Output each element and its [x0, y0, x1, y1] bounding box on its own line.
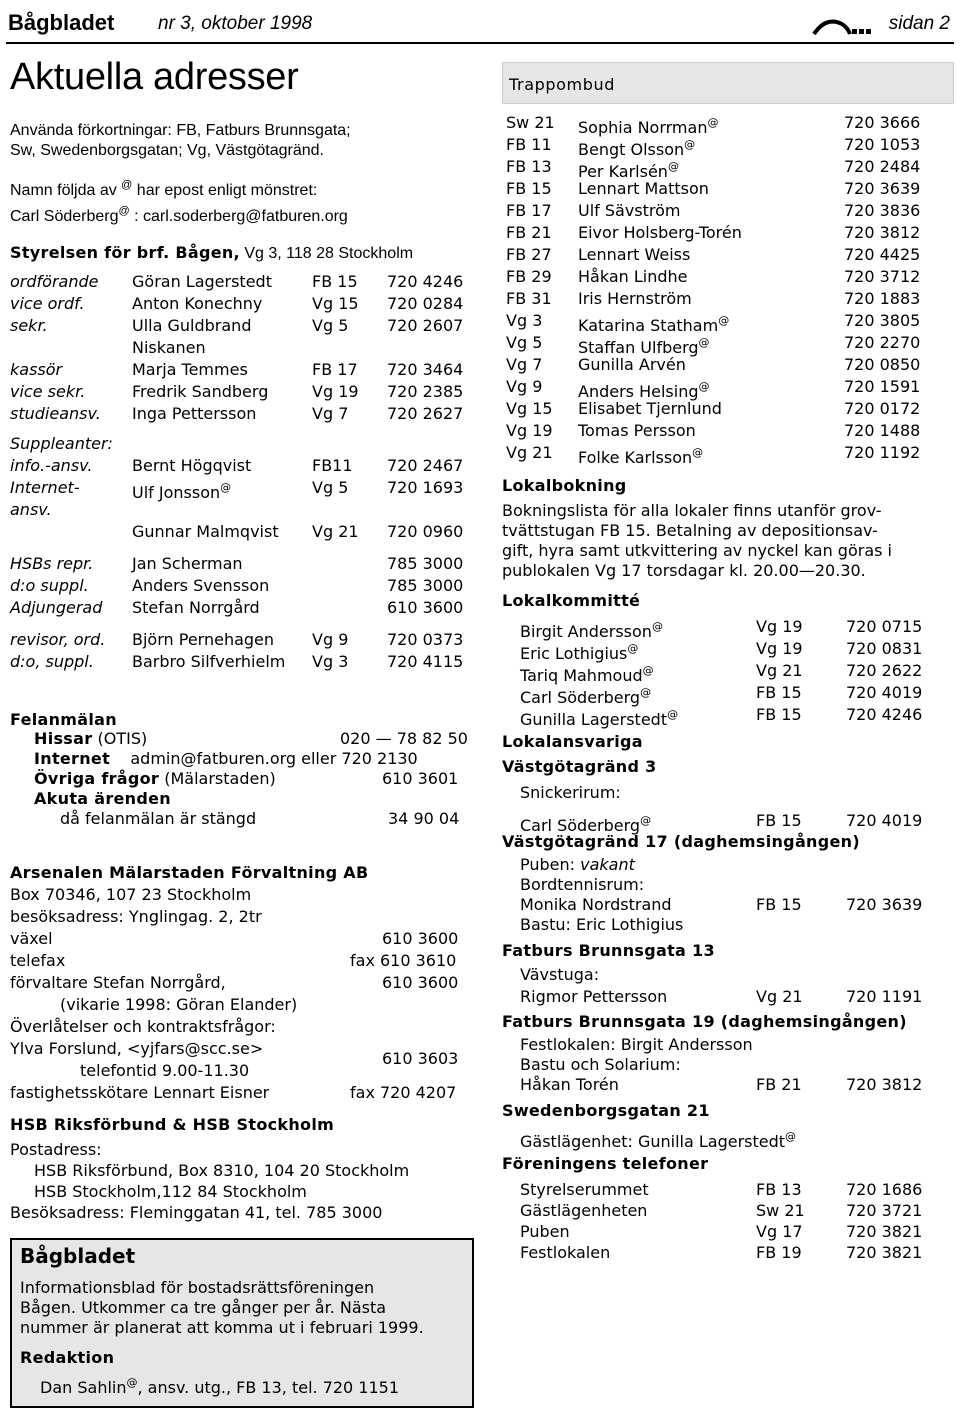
- board-name: Björn Pernehagen: [132, 630, 275, 649]
- trappombud-phone: 720 3639: [844, 179, 921, 198]
- board-phone: 720 4246: [387, 272, 464, 291]
- board-heading: Styrelsen för brf. Bågen, Vg 3, 118 28 Stockholm: [10, 243, 414, 262]
- at-sign: @: [718, 314, 730, 327]
- trappombud-phone: 720 1053: [844, 135, 921, 154]
- at-sign: @: [698, 336, 710, 349]
- at-sign: @: [667, 708, 679, 721]
- board-role: HSBs repr.: [10, 554, 94, 573]
- trappombud-addr: Vg 9: [506, 377, 543, 396]
- board-addr: Vg 7: [312, 404, 349, 423]
- lokalbokning-heading: Lokalbokning: [502, 476, 627, 495]
- board-name: Fredrik Sandberg: [132, 382, 269, 401]
- board-row-cont: [10, 337, 470, 359]
- fatburen-logo-icon: [812, 14, 872, 38]
- trappombud-row: [502, 156, 952, 181]
- lokalkommitte-name: Gunilla Lagerstedt@: [520, 708, 679, 729]
- board-row: [10, 553, 470, 575]
- trappombud-row: [502, 200, 952, 222]
- trappombud-addr: FB 11: [506, 135, 552, 154]
- trappombud-row: [502, 398, 952, 420]
- trappombud-addr: FB 31: [506, 289, 552, 308]
- board-role: info.-ansv.: [10, 456, 93, 475]
- lokalkommitte-name: Carl Söderberg@: [520, 686, 652, 707]
- board-row: [10, 455, 470, 477]
- lokalansvariga-heading: Lokalansvariga: [502, 732, 643, 751]
- lokalkommitte-row: [502, 638, 952, 663]
- vg17-heading: Västgötagränd 17 (daghemsingången): [502, 832, 860, 851]
- trappombud-name: Per Karlsén@: [578, 160, 679, 181]
- board-phone: 785 3000: [387, 554, 464, 573]
- lokalkommitte-phone: 720 2622: [846, 661, 923, 680]
- right-column: Sw 21 Sophia Norrman@ 720 3666 FB 11 Bengt Olsson@ 720 1053 FB 13 Per Karlsén@ 720 2484 FB 15 Lennart Mattson 720 3639 FB 17 Ulf Sävström 720 3836 FB 21 Eivor Holsberg-Torén 720 3812 FB 27 Lennart Weiss 720 4425 FB 29 Håkan Lindhe 720 3712 FB 31 Iris Hernström 720 1883 Vg 3 Katarina Statham@ 720 3805 Vg 5 Staffan Ulfberg@ 720 2270 Vg 7 Gunilla Arvén 720 0850 Vg 9 Anders Helsing@ 720 1591 Vg 15 Elisabet Tjernlund 720 0172 Vg 19 Tomas Persson 720 1488 Vg 21 Folke Karlsson@ 720 1192 Lokalbokning Bokningslista för alla lokaler finns utanför grov- tvättstugan FB 15. Betalning av depositionsav- gift, hyra samt utkvittering av nyckel kan göras i publokalen Vg 17 torsdagar kl. 20.00—20.30. Lokalkommitté Birgit Andersson@ Vg 19 720 0715 Eric Lothigius@ Vg 19 720 0831 Tariq Mahmoud@ Vg 21 720 2622 Carl Söderberg@ FB 15 720 4019 Gunilla Lagerstedt@ FB 15 720 4246 Lokalansvariga Västgötagränd 3 Snickerirum: Carl Söderberg@ FB 15 720 4019 Västgötagränd 17 (daghemsingången) Puben: vakant Bordtennisrum: Monika Nordstrand FB 15 720 3639 Bastu: Eric Lothigius Fatburs Brunnsgata 13 Vävstuga: Rigmor Pettersson Vg 21 720 1191 Fatburs Brunnsgata 19 (daghemsingången) Festlokalen: Birgit Andersson Bastu och Solarium: Håkan Torén FB 21 720 3812 Swedenborgsgatan 21 Gästlägenhet: Gunilla Lagerstedt@ Föreningens telefoner Styrelserummet FB 13 720 1686 Gästlägenheten Sw 21 720 3721 Puben Vg 17 720 3821 Festlokalen FB 19 720 3821: [502, 112, 952, 1263]
- trappombud-row: [502, 266, 952, 288]
- trappombud-name: Elisabet Tjernlund: [578, 399, 722, 418]
- at-sign: @: [651, 620, 663, 633]
- board-name: Ulf Jonsson@: [132, 481, 232, 502]
- board-row: [10, 359, 470, 381]
- trappombud-row: [502, 288, 952, 310]
- board-role: ansv.: [10, 500, 52, 519]
- board-role: kassör: [10, 360, 63, 379]
- telefon-row: [502, 1242, 952, 1263]
- board-role: revisor, ord.: [10, 630, 106, 649]
- email-example: Carl Söderberg@ : carl.soderberg@fatburen.org: [10, 205, 348, 225]
- trappombud-row: [502, 310, 952, 335]
- trappombud-row: [502, 244, 952, 266]
- board-name: Göran Lagerstedt: [132, 272, 272, 291]
- trappombud-row: [502, 222, 952, 244]
- trappombud-name: Sophia Norrman@: [578, 116, 719, 137]
- lokalkommitte-phone: 720 0715: [846, 617, 923, 636]
- board-row: [10, 651, 470, 673]
- trappombud-phone: 720 3666: [844, 113, 921, 132]
- lokalkommitte-name: Birgit Andersson@: [520, 620, 663, 641]
- board-role: studieansv.: [10, 404, 101, 423]
- board-role: vice sekr.: [10, 382, 86, 401]
- board-name: Anders Svensson: [132, 576, 270, 595]
- telefoner-heading: Föreningens telefoner: [502, 1154, 709, 1173]
- trappombud-name: Ulf Sävström: [578, 201, 681, 220]
- trappombud-name: Tomas Persson: [578, 421, 696, 440]
- trappombud-name: Staffan Ulfberg@: [578, 336, 710, 357]
- board-row: [10, 315, 470, 337]
- at-sign: @: [642, 664, 654, 677]
- trappombud-row: [502, 376, 952, 401]
- telefon-row: [502, 1221, 952, 1242]
- telefon-addr: FB 19: [756, 1243, 802, 1262]
- trappombud-name: Folke Karlsson@: [578, 446, 704, 467]
- lokalkommitte-name: Eric Lothigius@: [520, 642, 639, 663]
- trappombud-phone: 720 1883: [844, 289, 921, 308]
- board-row: [10, 629, 470, 651]
- trappombud-phone: 720 2484: [844, 157, 921, 176]
- board-phone: 720 0284: [387, 294, 464, 313]
- at-sign: @: [627, 642, 639, 655]
- trappombud-addr: FB 21: [506, 223, 552, 242]
- at-sign: @: [698, 380, 710, 393]
- trappombud-name: Gunilla Arvén: [578, 355, 686, 374]
- board-addr: Vg 19: [312, 382, 359, 401]
- trappombud-name: Iris Hernström: [578, 289, 692, 308]
- trappombud-addr: Vg 15: [506, 399, 553, 418]
- trappombud-addr: Vg 21: [506, 443, 553, 462]
- sw21-heading: Swedenborgsgatan 21: [502, 1101, 710, 1120]
- trappombud-row: [502, 332, 952, 357]
- trappombud-phone: 720 1192: [844, 443, 921, 462]
- board-name: Jan Scherman: [132, 554, 243, 573]
- telefon-phone: 720 3821: [846, 1243, 923, 1262]
- board-row: [10, 403, 470, 425]
- trappombud-name: Håkan Lindhe: [578, 267, 688, 286]
- telefon-row: [502, 1179, 952, 1200]
- board-name: Niskanen: [132, 338, 206, 357]
- board-phone: 720 2607: [387, 316, 464, 335]
- board-addr: Vg 21: [312, 522, 359, 541]
- board-row: [10, 381, 470, 403]
- left-column: [10, 50, 470, 1222]
- fb19-heading: Fatburs Brunnsgata 19 (daghemsingången): [502, 1012, 907, 1031]
- board-addr: FB11: [312, 456, 353, 475]
- board-table: [10, 271, 470, 673]
- arsenalen-section: Arsenalen Mälarstaden Förvaltning AB Box 70346, 107 23 Stockholm besöksadress: Ynglingag. 2, 2tr växel 610 3600 telefax fax 610 3610 förvaltare Stefan Norrgård, 610 3600 (vikarie 1998: Göran Elander) Överlåtelser och kontraktsfrågor: Ylva Forslund, <yjfars@scc.se> 610 3603 telefontid 9.00-11.30 fastighetsskötare Lennart Eisner fax 720 4207: [10, 862, 470, 1104]
- lokalkommitte-addr: Vg 19: [756, 617, 803, 636]
- trappombud-phone: 720 0850: [844, 355, 921, 374]
- trappombud-phone: 720 3712: [844, 267, 921, 286]
- board-phone: 720 0960: [387, 522, 464, 541]
- lokalkommitte-name: Tariq Mahmoud@: [520, 664, 654, 685]
- board-addr: FB 15: [312, 272, 358, 291]
- board-role: Adjungerad: [10, 598, 103, 617]
- lokalkommitte-addr: FB 15: [756, 683, 802, 702]
- abbrev-line-2: Sw, Swedenborgsgatan; Vg, Västgötagränd.: [10, 142, 324, 159]
- board-name: Barbro Silfverhielm: [132, 652, 286, 671]
- board-phone: 610 3600: [387, 598, 464, 617]
- trappombud-phone: 720 3836: [844, 201, 921, 220]
- board-row: [10, 271, 470, 293]
- board-name: Anton Konechny: [132, 294, 263, 313]
- board-phone: 720 2627: [387, 404, 464, 423]
- board-addr: Vg 15: [312, 294, 359, 313]
- trappombud-name: Lennart Weiss: [578, 245, 691, 264]
- lokalkommitte-phone: 720 4246: [846, 705, 923, 724]
- trappombud-name: Katarina Statham@: [578, 314, 730, 335]
- board-name: Marja Temmes: [132, 360, 248, 379]
- lokalkommitte-phone: 720 0831: [846, 639, 923, 658]
- telefon-addr: Vg 17: [756, 1222, 803, 1241]
- trappombud-phone: 720 1488: [844, 421, 921, 440]
- board-addr: Vg 5: [312, 478, 349, 497]
- at-sign: @: [692, 446, 704, 459]
- at-sign: @: [640, 686, 652, 699]
- board-role: d:o, suppl.: [10, 652, 94, 671]
- board-row: [10, 477, 470, 502]
- board-phone: 720 3464: [387, 360, 464, 379]
- trappombud-row: [502, 420, 952, 442]
- trappombud-row: [502, 112, 952, 137]
- trappombud-phone: 720 4425: [844, 245, 921, 264]
- redaktion-heading: Redaktion: [20, 1348, 115, 1367]
- hsb-section: HSB Riksförbund & HSB Stockholm Postadress: HSB Riksförbund, Box 8310, 104 20 Stockholm HSB Stockholm,112 84 Stockholm Besöksadress: Fleminggatan 41, tel. 785 3000: [10, 1114, 470, 1223]
- telefon-phone: 720 1686: [846, 1180, 923, 1199]
- trappombud-addr: FB 13: [506, 157, 552, 176]
- trappombud-addr: FB 27: [506, 245, 552, 264]
- board-role: ordförande: [10, 272, 99, 291]
- board-addr: Vg 5: [312, 316, 349, 335]
- trappombud-phone: 720 3812: [844, 223, 921, 242]
- board-name: Ulla Guldbrand: [132, 316, 252, 335]
- telefon-addr: Sw 21: [756, 1201, 805, 1220]
- trappombud-name: Anders Helsing@: [578, 380, 710, 401]
- telefon-name: Gästlägenheten: [520, 1201, 648, 1220]
- board-phone: 785 3000: [387, 576, 464, 595]
- trappombud-addr: Vg 19: [506, 421, 553, 440]
- board-name: Inga Pettersson: [132, 404, 257, 423]
- at-sign: @: [667, 160, 679, 173]
- board-role: vice ordf.: [10, 294, 85, 313]
- board-row: [10, 293, 470, 315]
- trappombud-name: Eivor Holsberg-Torén: [578, 223, 742, 242]
- abbrev-line-1: Använda förkortningar: FB, Fatburs Brunnsgata;: [10, 122, 351, 139]
- board-role: Internet-: [10, 478, 80, 497]
- trappombud-phone: 720 2270: [844, 333, 921, 352]
- trappombud-row: [502, 134, 952, 159]
- trappombud-name: Lennart Mattson: [578, 179, 709, 198]
- bagbladet-info-box: Bågbladet Informationsblad för bostadsrättsföreningen Bågen. Utkommer ca tre gånger per år. Nästa nummer är planerat att komma ut i februari 1999. Redaktion Dan Sahlin@, ansv. utg., FB 13, tel. 720 1151: [10, 1238, 474, 1408]
- page-number: sidan 2: [888, 13, 950, 34]
- telefon-addr: FB 13: [756, 1180, 802, 1199]
- telefon-phone: 720 3721: [846, 1201, 923, 1220]
- lokalkommitte-phone: 720 4019: [846, 683, 923, 702]
- substitutes-label-text: Suppleanter:: [10, 434, 113, 453]
- board-addr: Vg 9: [312, 630, 349, 649]
- felanmalan-section: Felanmälan Hissar (OTIS) 020 — 78 82 50 Internet admin@fatburen.org eller 720 2130 Övriga frågor (Mälarstaden) 610 3601 Akuta ärenden då felanmälan är stängd 34 90 04: [10, 710, 470, 829]
- lokalkommitte-addr: FB 15: [756, 705, 802, 724]
- trappombud-heading-box: Trappombud: [502, 62, 954, 104]
- board-name: Stefan Norrgård: [132, 598, 260, 617]
- board-phone: 720 4115: [387, 652, 464, 671]
- board-row: [10, 575, 470, 597]
- trappombud-addr: Sw 21: [506, 113, 555, 132]
- page-title: Aktuella adresser: [10, 56, 299, 98]
- issue-label: nr 3, oktober 1998: [158, 13, 313, 34]
- trappombud-addr: Vg 3: [506, 311, 543, 330]
- telefon-name: Styrelserummet: [520, 1180, 649, 1199]
- lokalkommitte-row: [502, 616, 952, 641]
- email-note: Namn följda av @ har epost enligt mönstret:: [10, 179, 318, 199]
- board-role: d:o suppl.: [10, 576, 89, 595]
- board-addr: FB 17: [312, 360, 358, 379]
- newsletter-title: Bågbladet: [8, 10, 115, 35]
- trappombud-phone: 720 3805: [844, 311, 921, 330]
- board-row: [10, 521, 470, 543]
- at-sign: @: [684, 138, 696, 151]
- board-addr: Vg 3: [312, 652, 349, 671]
- substitutes-label: [10, 433, 470, 455]
- fb13-heading: Fatburs Brunnsgata 13: [502, 941, 715, 960]
- bagbladet-box-heading: Bågbladet: [20, 1244, 136, 1268]
- header-divider: [6, 42, 954, 44]
- lokalkommitte-addr: Vg 21: [756, 661, 803, 680]
- lokalkommitte-heading: Lokalkommitté: [502, 591, 641, 610]
- arsenalen-heading: Arsenalen Mälarstaden Förvaltning AB: [10, 863, 369, 882]
- trappombud-row: [502, 354, 952, 376]
- trappombud-phone: 720 0172: [844, 399, 921, 418]
- page-header: [0, 0, 960, 46]
- board-phone: 720 2467: [387, 456, 464, 475]
- lokalkommitte-row: [502, 704, 952, 729]
- trappombud-row: [502, 178, 952, 200]
- trappombud-addr: FB 29: [506, 267, 552, 286]
- lokalkommitte-row: [502, 660, 952, 685]
- board-phone: 720 0373: [387, 630, 464, 649]
- board-row-cont: [10, 499, 470, 521]
- at-sign: @: [220, 481, 232, 494]
- trappombud-addr: FB 17: [506, 201, 552, 220]
- telefon-phone: 720 3821: [846, 1222, 923, 1241]
- vg3-heading: Västgötagränd 3: [502, 757, 657, 776]
- at-sign: @: [707, 116, 719, 129]
- lokalkommitte-row: [502, 682, 952, 707]
- lokalbokning-text: Bokningslista för alla lokaler finns utanför grov- tvättstugan FB 15. Betalning av depositionsav- gift, hyra samt utkvittering av nyckel kan göras i publokalen Vg 17 torsdagar kl. 20.00—20.30.: [502, 501, 892, 580]
- telefoner-table: [502, 1179, 952, 1263]
- telefon-name: Puben: [520, 1222, 570, 1241]
- lokalkommitte-addr: Vg 19: [756, 639, 803, 658]
- trappombud-addr: Vg 5: [506, 333, 543, 352]
- board-role: sekr.: [10, 316, 48, 335]
- board-phone: 720 2385: [387, 382, 464, 401]
- hsb-heading: HSB Riksförbund & HSB Stockholm: [10, 1115, 335, 1134]
- felanmalan-heading: Felanmälan: [10, 710, 117, 729]
- editor-line: Dan Sahlin@, ansv. utg., FB 13, tel. 720 1151: [40, 1376, 400, 1397]
- trappombud-row: [502, 442, 952, 467]
- board-phone: 720 1693: [387, 478, 464, 497]
- trappombud-addr: FB 15: [506, 179, 552, 198]
- board-name: Gunnar Malmqvist: [132, 522, 279, 541]
- trappombud-table: [502, 112, 952, 467]
- telefon-name: Festlokalen: [520, 1243, 611, 1262]
- lokalkommitte-table: [502, 616, 952, 729]
- trappombud-name: Bengt Olsson@: [578, 138, 696, 159]
- intro: [10, 121, 470, 227]
- board-name: Bernt Högqvist: [132, 456, 252, 475]
- trappombud-phone: 720 1591: [844, 377, 921, 396]
- trappombud-addr: Vg 7: [506, 355, 543, 374]
- board-row: [10, 597, 470, 619]
- telefon-row: [502, 1200, 952, 1221]
